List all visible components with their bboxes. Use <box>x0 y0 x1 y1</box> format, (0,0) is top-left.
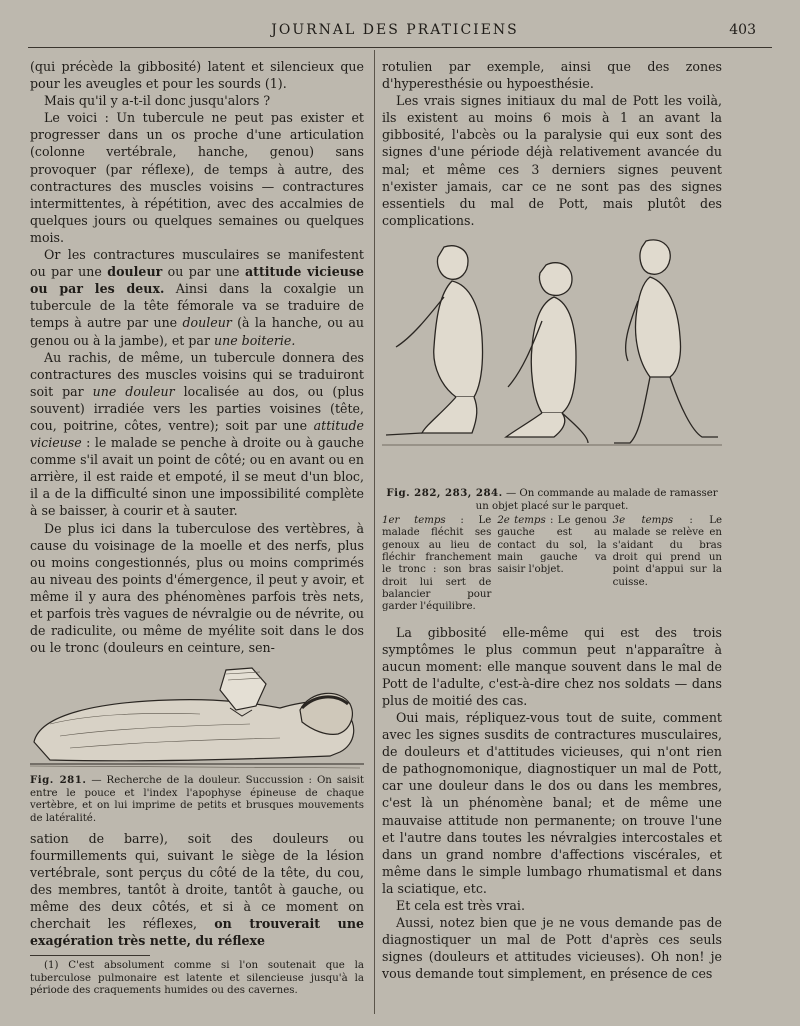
journal-title: JOURNAL DES PRATICIENS <box>271 22 519 38</box>
left-paragraph-2: Mais qu'il y a-t-il donc jusqu'alors ? <box>44 93 271 109</box>
footnote-rule <box>30 955 150 956</box>
figure-282-284-steps <box>382 515 722 613</box>
left-paragraph-6: De plus ici dans la tuberculose des vertèbres, à cause du voisinage de la moelle et des nerfs, plus ou moins congestionnés, plus ou moins comprimés au niveau des points d'émergence, il peut y avoir, et même il y aura des phénomènes parfois très nets, et parfois très vagues de névralgie ou de névrite, ou de radiculite, ou même de myélite soit dans le dos ou le tronc (douleurs en ceinture, sen- <box>30 520 365 656</box>
right-column <box>382 58 722 982</box>
left-paragraph-3: Le voici : Un tubercule ne peut pas exister et progresser dans un os proche d'une articulation (colonne vertébrale, hanche, genou) sans provoquer (par réflexe), de temps à autre, des contractures des muscles voisins — contractures intermittentes, à répétition, avec des accalmies de quelques jours ou quelques semaines ou quelques mois. <box>30 110 364 245</box>
left-paragraph-5: Au rachis, de même, un tubercule donnera des contractures des muscles voisins qui se traduiront soit par une douleur localisée au dos, ou (plus souvent) irradiée vers les parties voisines (tête, cou, poitrine, côtes, ventre); soit par une attitude vicieuse : le malade se penche à droite ou à gauche comme s'il avait un point de côté; ou en avant ou en arrière, il est raide et empoté, il se meut d'un bloc, il a de la difficulté sinon une impossibilité complète à se baisser, à courir et à sauter. <box>30 349 364 519</box>
left-paragraph-7: sation de barre), soit des douleurs ou fourmillements qui, suivant le siège de la lésion vertébrale, sont perçus du côté de la tête, du cou, des membres, tantôt à droite, tantôt à gauche, ou même des deux côtés, et si à ce moment on cherchait les réflexes, on trouverait une exagération très nette, du réflexe <box>30 830 364 949</box>
figure-281-caption: Fig. 281. — Recherche de la douleur. Succussion : On saisit entre le pouce et l'index l'apophyse épineuse de chaque vertèbre, et on lui imprime de petits et brusques mouvements de latéralité. <box>30 774 364 825</box>
figure-282-man <box>386 246 483 435</box>
right-paragraph-5: Et cela est très vrai. <box>396 898 525 913</box>
step-1-caption: 1er temps : Le malade fléchit ses genoux au lieu de fléchir franchement le tronc : son bras droit lui sert de balancier pour garder l'équilibre. <box>382 515 492 613</box>
right-paragraph-3: La gibbosité elle-même qui est des trois symptômes le plus commun peut n'apparaître à aucun moment: elle manque souvent dans le mal de Pott de l'adulte, c'est-à-dire chez nos soldats — dans plus de moitié des cas. <box>382 624 722 708</box>
header-rule <box>28 47 772 48</box>
figure-281-illustration <box>30 664 364 774</box>
footnote: (1) C'est absolument comme si l'on soutenait que la tuberculose pulmonaire est latente et silencieuse jusqu'à la période des craquements humides ou des cavernes. <box>30 960 364 997</box>
page-header <box>30 18 760 46</box>
left-paragraph-4: Or les contractures musculaires se manifestent ou par une douleur ou par une attitude vicieuse ou par les deux. Ainsi dans la coxalgie un tubercule de la tête fémorale va se traduire de temps à autre par une douleur (à la hanche, ou au genou ou à la jambe), et par une boiterie. <box>30 247 364 348</box>
figure-281 <box>30 664 364 825</box>
right-paragraph-4: Oui mais, répliquez-vous tout de suite, comment avec les signes susdits de contractures musculaires, de douleurs et d'attitudes vicieuses, qui n'ont rien de pathognomonique, diagnostiquer un mal de Pott, car une douleur dans le dos ou dans les membres, c'est là un phénomène banal; et de même une mauvaise attitude non permanente; on trouve l'une et l'autre dans toutes les névralgies intercostales et dans un grand nombre d'affections viscérales, et même dans le simple lumbago rhumatismal et dans la sciatique, etc. <box>382 709 722 896</box>
right-paragraph-6: Aussi, notez bien que je ne vous demande pas de diagnostiquer un mal de Pott d'après ces seuls signes (douleurs et attitudes vicieuses). Oh non! je vous demande tout simplement, en présence de ces <box>382 915 722 982</box>
right-paragraph-1: rotulien par exemple, ainsi que des zones d'hyperesthésie ou hypoesthésie. <box>382 59 722 92</box>
left-column <box>30 58 364 998</box>
left-paragraph-1: (qui précède la gibbosité) latent et silencieux que pour les aveugles et pour les sourds (1). <box>30 59 364 92</box>
right-paragraph-2: Les vrais signes initiaux du mal de Pott les voilà, ils existent au moins 6 mois à 1 an avant la gibbosité, l'abcès ou la paralysie qui eux sont des signes d'une période déjà relativement avancée du mal; et même ces 3 derniers signes peuvent n'exister jamais, car ce ne sont pas des signes essentiels du mal de Pott, mais plutôt des complications. <box>382 93 722 228</box>
page-number: 403 <box>729 22 756 38</box>
figure-284-man <box>614 240 718 443</box>
step-3-caption: 3e temps : Le malade se relève en s'aidant du bras droit qui prend un point d'appui sur la cuisse. <box>612 515 722 588</box>
figure-282-284-illustration <box>382 237 722 487</box>
column-divider <box>374 50 375 1014</box>
figure-282-284 <box>382 237 722 614</box>
figure-282-284-caption: Fig. 282, 283, 284. — On commande au malade de ramasser un objet placé sur le parquet. <box>386 486 718 512</box>
step-2-caption: 2e temps : Le genou gauche est au contact du sol, la main gauche va saisir l'objet. <box>497 515 607 576</box>
figure-283-man <box>506 263 588 443</box>
